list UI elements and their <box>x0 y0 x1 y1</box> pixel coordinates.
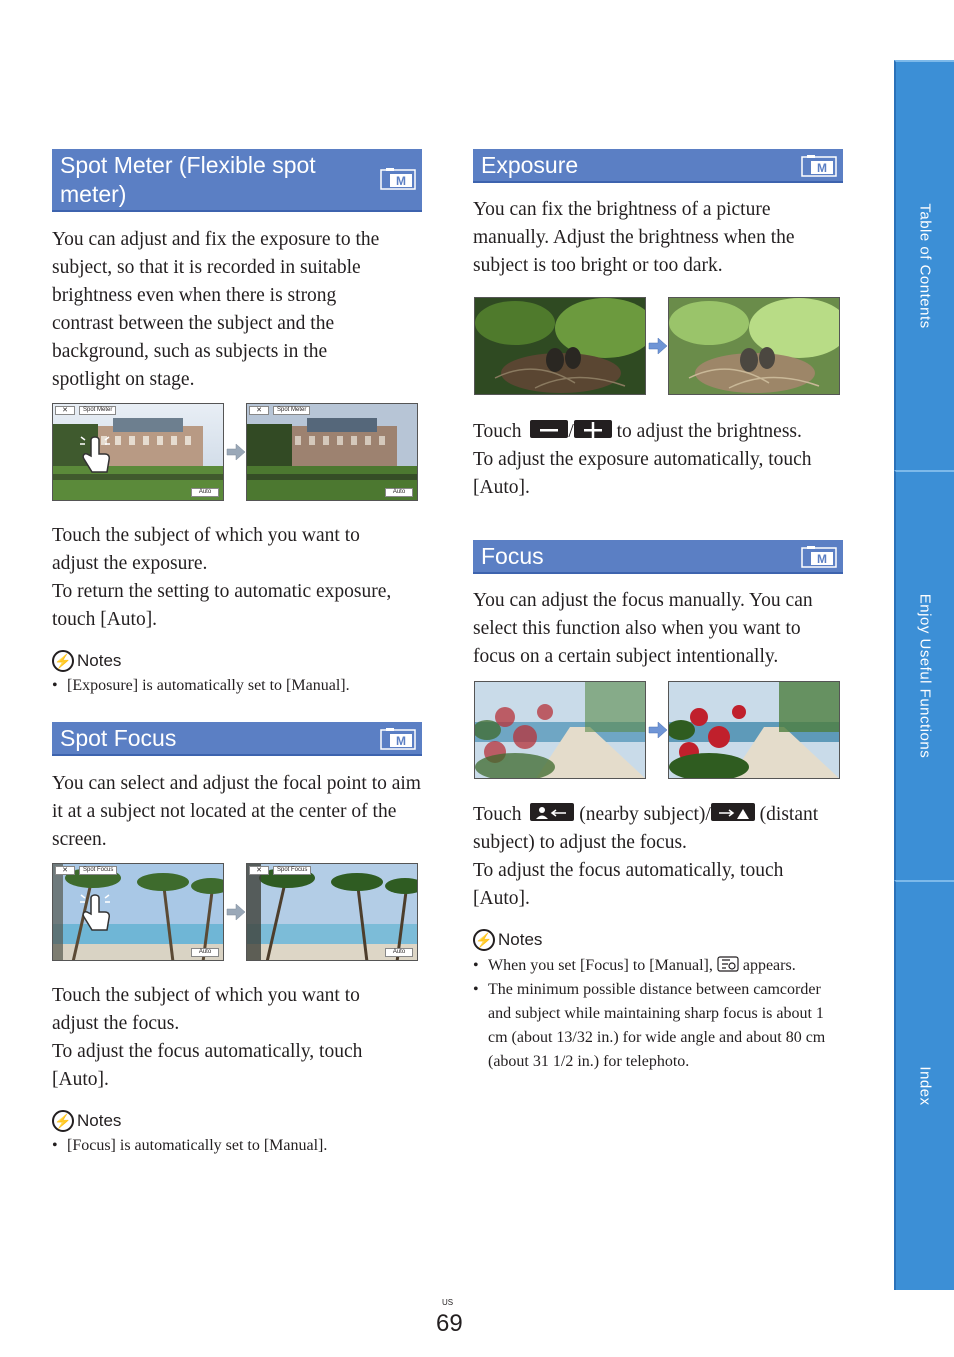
exposure-before-image <box>474 297 646 395</box>
arrow-right-icon <box>226 903 246 921</box>
spot-focus-notes-heading <box>52 1110 121 1132</box>
exposure-instruction-1 <box>473 418 843 446</box>
manual-focus-icon <box>717 956 739 972</box>
svg-text:M: M <box>396 174 406 188</box>
close-button: ✕ <box>249 406 269 415</box>
side-tab-table-of-contents[interactable] <box>894 60 954 470</box>
screen-label: Spot Focus <box>79 866 117 875</box>
spot-meter-intro: You can adjust and fix the exposure to the subject, so that it is recorded in suitable brightness even when there is strong contrast between the subject and the background, such as subjects in the spotlight on stage. <box>52 229 380 390</box>
side-tab-enjoy-useful-functions[interactable] <box>894 470 954 880</box>
notes-title: Notes <box>77 651 122 670</box>
focus-intro: You can adjust the focus manually. You can select this function also when you want to focus on a certain subject intentionally. <box>473 590 813 667</box>
auto-button: Auto <box>191 948 219 957</box>
touch-word: Touch <box>473 421 522 442</box>
spot-meter-after-image <box>246 403 418 501</box>
note-item: • [Focus] is automatically set to [Manual]. <box>52 1134 422 1158</box>
notes-title: Notes <box>77 1111 122 1130</box>
minus-button-icon <box>530 420 568 438</box>
spot-meter-notes <box>52 674 422 698</box>
touch-hand-icon <box>79 434 113 478</box>
caution-icon: ⚡ <box>52 1110 74 1132</box>
arrow-right-icon <box>648 721 668 739</box>
auto-button: Auto <box>385 488 413 497</box>
arrow-right-icon <box>648 337 668 355</box>
manual-mode-icon <box>380 727 416 751</box>
spot-focus-instruction-1: Touch the subject of which you want to adjust the focus. <box>52 985 360 1034</box>
manual-mode-icon <box>380 167 416 191</box>
note-item: • The minimum possible distance between camcorder and subject while maintaining sharp focus is about 1 cm (about 13/32 in.) for wide angle and about 80 cm (about 31 1/2 in.) for telephoto. <box>473 978 843 1074</box>
page-region: US <box>442 1298 454 1307</box>
auto-button: Auto <box>385 948 413 957</box>
caution-icon: ⚡ <box>473 929 495 951</box>
page-number: 69 <box>436 1310 463 1337</box>
spot-focus-instruction-2: To adjust the focus automatically, touch [Auto]. <box>52 1041 363 1090</box>
svg-text:M: M <box>396 734 406 748</box>
side-tab-label: Enjoy Useful Functions <box>916 593 934 759</box>
svg-text:M: M <box>817 161 827 175</box>
distant-text: (distant subject) to adjust the focus. <box>473 804 819 853</box>
spot-meter-heading <box>52 149 422 212</box>
spot-meter-notes-heading <box>52 650 121 672</box>
touch-word: Touch <box>473 804 522 825</box>
svg-text:M: M <box>817 552 827 566</box>
focus-before-image <box>474 681 646 779</box>
spot-meter-instruction-1: Touch the subject of which you want to adjust the exposure. <box>52 525 360 574</box>
spot-focus-intro: You can select and adjust the focal point to aim it at a subject not located at the center of the screen. <box>52 773 421 850</box>
note-item <box>473 954 843 978</box>
caution-icon: ⚡ <box>52 650 74 672</box>
touch-hand-icon <box>79 892 113 936</box>
exposure-instruction-2: To adjust the exposure automatically, touch [Auto]. <box>473 449 812 498</box>
nearby-text: (nearby subject)/ <box>579 804 711 825</box>
after-buttons-text: to adjust the brightness. <box>616 421 802 442</box>
exposure-heading <box>473 149 843 183</box>
exposure-after-image <box>668 297 840 395</box>
screen-label: Spot Focus <box>273 866 311 875</box>
focus-notes <box>473 954 843 1074</box>
plus-button-icon <box>574 420 612 438</box>
focus-instruction-1 <box>473 801 848 857</box>
manual-mode-icon <box>801 545 837 569</box>
spot-meter-before-image <box>52 403 224 501</box>
side-tab-label: Table of Contents <box>916 203 934 329</box>
focus-instruction-2: To adjust the focus automatically, touch [Auto]. <box>473 860 784 909</box>
exposure-intro: You can fix the brightness of a picture manually. Adjust the brightness when the subject is too bright or too dark. <box>473 199 795 276</box>
spot-focus-heading <box>52 722 422 756</box>
close-button: ✕ <box>55 866 75 875</box>
spot-focus-title: Spot Focus <box>60 725 177 751</box>
arrow-right-icon <box>226 443 246 461</box>
nearby-subject-icon <box>530 803 574 821</box>
focus-title: Focus <box>481 543 544 569</box>
exposure-title: Exposure <box>481 152 579 178</box>
manual-mode-icon <box>801 154 837 178</box>
focus-notes-heading <box>473 929 542 951</box>
distant-subject-icon <box>711 803 755 821</box>
side-tab-index[interactable] <box>894 880 954 1290</box>
spot-focus-before-image <box>52 863 224 961</box>
close-button: ✕ <box>249 866 269 875</box>
notes-title: Notes <box>498 930 543 949</box>
spot-focus-after-image <box>246 863 418 961</box>
side-tab-label: Index <box>916 1066 934 1106</box>
screen-label: Spot Meter <box>79 406 116 415</box>
spot-meter-title: Spot Meter (Flexible spot meter) <box>60 152 316 207</box>
note-1-text-a: When you set [Focus] to [Manual], <box>488 957 713 974</box>
note-1-text-b: appears. <box>742 957 796 974</box>
spot-meter-instruction-2: To return the setting to automatic exposure, touch [Auto]. <box>52 581 392 630</box>
close-button: ✕ <box>55 406 75 415</box>
screen-label: Spot Meter <box>273 406 310 415</box>
focus-heading <box>473 540 843 574</box>
focus-after-image <box>668 681 840 779</box>
note-item: • [Exposure] is automatically set to [Manual]. <box>52 674 422 698</box>
auto-button: Auto <box>191 488 219 497</box>
slash: / <box>568 421 574 442</box>
spot-focus-notes <box>52 1134 422 1158</box>
